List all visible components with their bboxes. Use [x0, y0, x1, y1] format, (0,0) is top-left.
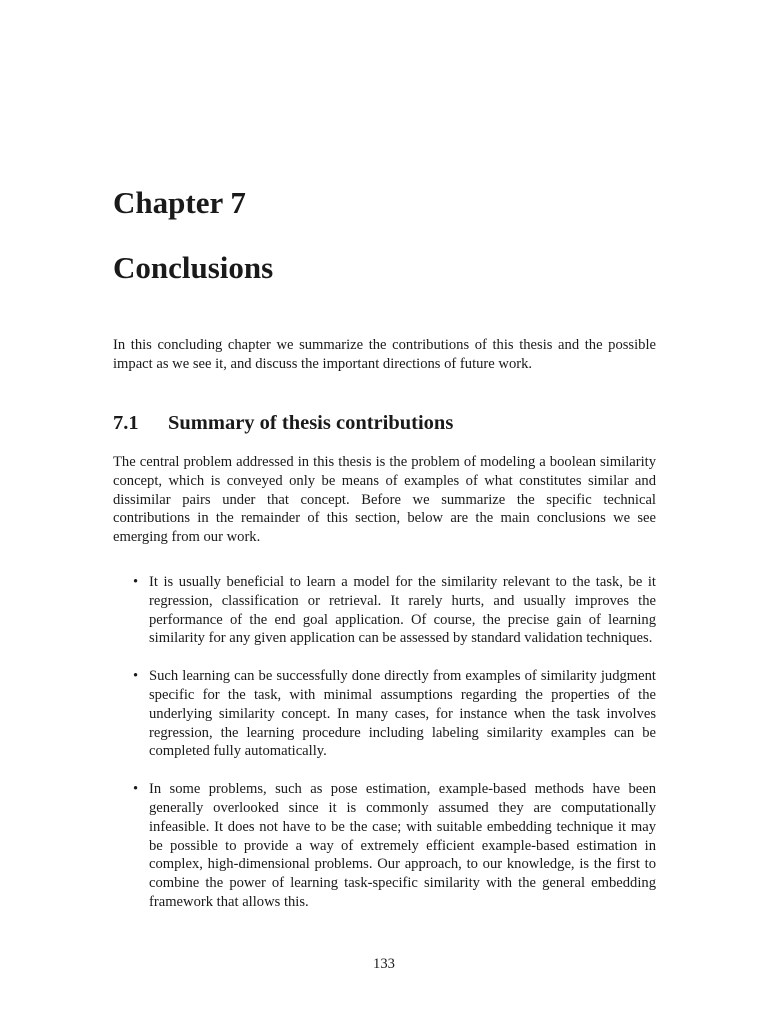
conclusions-list — [113, 573, 656, 931]
list-item-text: Such learning can be successfully done directly from examples of similarity judgment specific for the task, with minimal assumptions regarding the properties of the underlying similarity concept. In many cases, for instance when the task involves regression, the learning procedure including labeling similarity examples can be completed fully automatically. — [149, 668, 656, 760]
chapter-title: Conclusions — [113, 250, 274, 285]
chapter-label: Chapter 7 — [113, 185, 246, 220]
list-item-text: In some problems, such as pose estimation, example-based methods have been generally overlooked since it is commonly assumed they are computationally infeasible. It does not have to be the case; with suitable embedding technique it may be possible to provide a way of extremely efficient example-based estimation in complex, high-dimensional problems. Our approach, to our knowledge, is the first to combine the power of learning task-specific similarity with the general embedding framework that allows this. — [149, 781, 656, 910]
bullet-icon: • — [133, 781, 139, 798]
list-item — [113, 573, 656, 648]
bullet-icon: • — [133, 574, 139, 590]
section-heading — [113, 410, 453, 436]
list-item-text: It is usually beneficial to learn a model for the similarity relevant to the task, be it regression, classification or retrieval. It rarely hurts, and usually improves the performance of the end goal application. Of course, the precise gain of learning similarity for any given application can be assessed by standard validation techniques. — [149, 574, 656, 647]
section-paragraph: The central problem addressed in this thesis is the problem of modeling a boolean similarity concept, which is conveyed only be means of examples of what constitutes similar and dissimilar pairs under that concept. Before we summarize the specific technical contributions in the remainder of this section, below are the main conclusions we see emerging from our work. — [113, 454, 656, 546]
bullet-icon: • — [133, 668, 139, 685]
section-number: 7.1 — [113, 412, 139, 434]
list-item — [113, 667, 656, 761]
list-item — [113, 780, 656, 912]
page-number: 133 — [373, 956, 395, 972]
intro-paragraph: In this concluding chapter we summarize the contributions of this thesis and the possible impact as we see it, and discuss the important directions of future work. — [113, 337, 656, 372]
section-title: Summary of thesis contributions — [168, 412, 454, 434]
